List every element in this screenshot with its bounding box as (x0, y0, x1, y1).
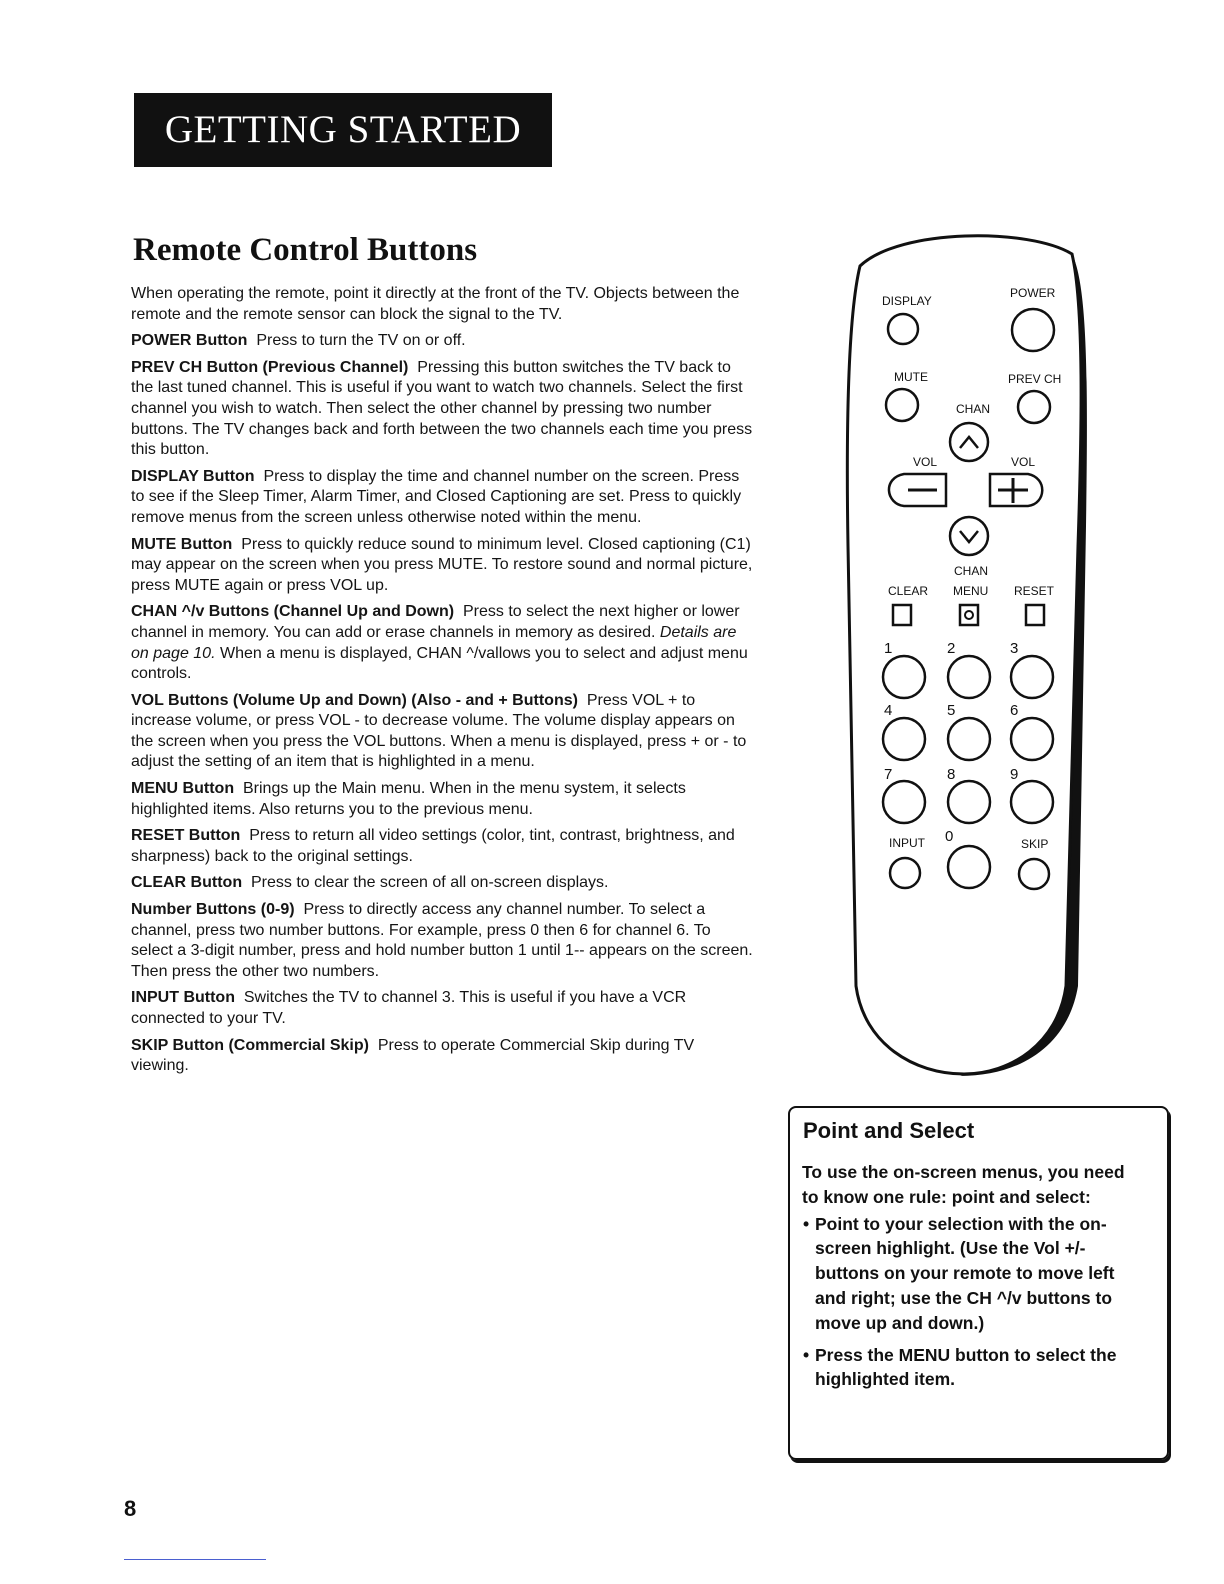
entry-term: MENU Button (131, 780, 235, 798)
entry-term: VOL Buttons (Volume Up and Down) (Also - and + Buttons) (131, 691, 578, 709)
entry-desc: Press to select the next higher or lower channel in memory. You can add or erase channels in memory as desired. (131, 603, 740, 641)
sidebar-intro: To use the on-screen menus, you need to know one rule: point and select: (802, 1162, 1125, 1207)
vol-plus-label: VOL (1011, 455, 1036, 469)
page-title: Remote Control Buttons (133, 232, 478, 268)
number-1-label: 1 (884, 640, 893, 657)
entry-desc: Press to quickly reduce sound to minimum level. Closed captioning (C1) may appear on the screen when you press MUTE. To restore sound and normal picture, press MUTE again or press VOL up. (131, 535, 753, 594)
number-3-label: 3 (1010, 640, 1019, 657)
sidebar-bullet: • Press the MENU button to select the highlighted item. (802, 1343, 1142, 1393)
banner-title: GETTING STARTED (164, 108, 522, 151)
entry-term: INPUT Button (131, 989, 235, 1007)
chan-buttons-entry (131, 602, 756, 684)
entry-desc: Press to operate Commercial Skip during TV viewing. (131, 1036, 695, 1075)
number-5-label: 5 (947, 702, 956, 719)
number-9-label: 9 (1010, 766, 1019, 783)
number-8-label: 8 (947, 766, 956, 783)
entry-term: CLEAR Button (131, 874, 243, 892)
entry-term: PREV CH Button (Previous Channel) (131, 358, 409, 376)
number-0-label: 0 (945, 828, 954, 845)
section-banner (134, 93, 552, 167)
number-6-label: 6 (1010, 702, 1019, 719)
entry-desc: Switches the TV to channel 3. This is useful if you have a VCR connected to your TV. (131, 989, 687, 1027)
entry-term: Number Buttons (0-9) (131, 901, 295, 919)
entry-desc: Press to display the time and channel number on the screen. Press to see if the Sleep Timer, Alarm Timer, and Closed Captioning are set. Press to quickly remove menus from the screen unless otherwise noted within the menu. (131, 467, 742, 526)
entry-desc: Press to directly access any channel number. To select a channel, press two number buttons. For example, press 0 then 6 for channel 6. To select a 3-digit number, press and hold number button 1 until 1-- appears on the screen. Then press the other two numbers. (131, 901, 753, 980)
chan-up-label: CHAN (956, 402, 991, 416)
entry-term: POWER Button (131, 332, 248, 350)
entry-desc: Press to turn the TV on or off. (256, 332, 466, 350)
entry-term: CHAN ^/v Buttons (Channel Up and Down) (131, 603, 455, 621)
menu-label: MENU (953, 584, 989, 598)
prev-ch-label: PREV CH (1008, 372, 1062, 386)
mute-label: MUTE (894, 370, 928, 384)
entry-desc: Press to return all video settings (color, tint, contrast, brightness, and sharpness) back to the original settings. (131, 827, 735, 865)
number-2-label: 2 (947, 640, 956, 657)
reset-label: RESET (1014, 584, 1055, 598)
number-buttons-entry (131, 900, 756, 982)
clear-button-entry (131, 873, 756, 894)
mute-button-entry (131, 535, 756, 597)
sidebar-bullet-list (802, 1212, 1142, 1393)
sidebar-bullet: • Point to your selection with the on-screen highlight. (Use the Vol +/- buttons on your remote to move left and right; use the CH ^/v buttons to move up and down.) (802, 1212, 1142, 1336)
intro-paragraph: When operating the remote, point it directly at the front of the TV. Objects between the remote and the remote sensor can block the signal to the TV. (131, 285, 740, 323)
power-button-entry (131, 331, 756, 352)
entry-term: SKIP Button (Commercial Skip) (131, 1036, 369, 1054)
remote-control-illustration (840, 226, 1100, 1086)
power-label: POWER (1010, 286, 1056, 300)
display-button-entry (131, 467, 756, 529)
display-label: DISPLAY (882, 294, 932, 308)
skip-button-entry (131, 1036, 756, 1077)
input-button-entry (131, 988, 756, 1029)
page-number: 8 (124, 1496, 137, 1521)
sidebar-title: Point and Select (803, 1118, 975, 1143)
entry-term: RESET Button (131, 827, 241, 845)
entry-desc: Press VOL + to increase volume, or press VOL - to decrease volume. The volume display appears on the screen when you press the VOL buttons. When a menu is displayed, press + or - to adjust the setting of an item that is highlighted in a menu. (131, 691, 747, 771)
page-reference: Details are on page 10. (131, 623, 737, 662)
entry-desc: Press to clear the screen of all on-screen displays. (250, 874, 609, 892)
entry-desc: Pressing this button switches the TV back to the last tuned channel. This is useful if you want to watch two channels. Select the first channel you wish to watch. Then select the other channel by pressing two number buttons. The TV changes back and forth between the two channels each time you press this button. (131, 358, 753, 459)
menu-button-entry (131, 779, 756, 820)
number-4-label: 4 (884, 702, 893, 719)
skip-label: SKIP (1021, 837, 1049, 851)
clear-label: CLEAR (888, 584, 929, 598)
remote-body (847, 236, 1081, 1074)
input-label: INPUT (889, 836, 925, 850)
entry-desc: Brings up the Main menu. When in the menu system, it selects highlighted items. Also returns you to the previous menu. (131, 780, 686, 818)
entry-desc-continued: When a menu is displayed, CHAN ^/vallows you to select and adjust menu controls. (131, 644, 748, 683)
chan-down-label: CHAN (954, 564, 989, 578)
entry-term: DISPLAY Button (131, 467, 255, 485)
prev-ch-button-entry (131, 358, 756, 461)
sidebar-body (802, 1160, 1142, 1399)
vol-minus-label: VOL (913, 455, 938, 469)
footer-rule (124, 1559, 266, 1560)
vol-buttons-entry (131, 691, 756, 773)
point-and-select-box (788, 1106, 1169, 1460)
entry-term: MUTE Button (131, 535, 233, 553)
reset-button-entry (131, 826, 756, 867)
button-descriptions (131, 284, 756, 1083)
number-7-label: 7 (884, 766, 893, 783)
